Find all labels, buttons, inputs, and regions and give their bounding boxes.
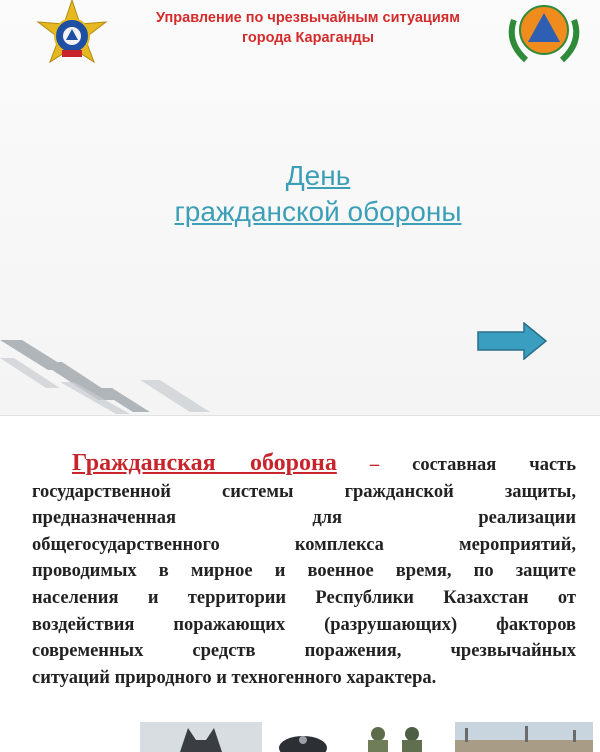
definition-line-6: населения и территории Республики Казахстан от — [32, 587, 576, 608]
definition-line-5: проводимых в мирное и военное время, по защите — [32, 561, 576, 582]
definition-line-2: государственной системы гражданской защиты, — [32, 481, 576, 502]
emergency-emblem-left — [22, 0, 122, 75]
civil-defense-emblem-right — [498, 0, 590, 66]
slide-separator — [0, 415, 600, 432]
definition-line-4: общегосударственного комплекса мероприятий, — [32, 534, 576, 555]
photo-gas-mask — [140, 722, 262, 752]
slide-title — [100, 158, 536, 230]
definition-slide — [0, 432, 600, 750]
definition-text — [32, 450, 576, 691]
organization-title — [118, 8, 498, 48]
definition-line-7: воздействия поражающих (разрушающих) факторов — [32, 614, 576, 635]
definition-dash: – — [369, 455, 380, 475]
arrow-right-icon[interactable] — [476, 322, 548, 360]
definition-term: Гражданская оборона — [72, 450, 337, 476]
definition-line-9: ситуаций природного и техногенного характера. — [32, 667, 437, 688]
photo-respirator — [268, 722, 338, 752]
organization-title-line1: Управление по чрезвычайным ситуациям — [156, 10, 460, 26]
photo-outdoor-scene — [455, 722, 593, 752]
photo-protective-suits — [356, 722, 436, 752]
photo-strip — [0, 722, 600, 752]
slide-title-line2: гражданской обороны — [174, 196, 462, 227]
definition-line-8: современных средств поражения, чрезвычайных — [32, 641, 576, 662]
definition-line-3: предназначенная для реализации — [32, 508, 576, 529]
decorative-stripes — [0, 330, 230, 415]
definition-line-1: составная часть — [412, 455, 577, 475]
organization-title-line2: города Караганды — [242, 30, 374, 46]
slide-title-line1: День — [285, 160, 351, 191]
